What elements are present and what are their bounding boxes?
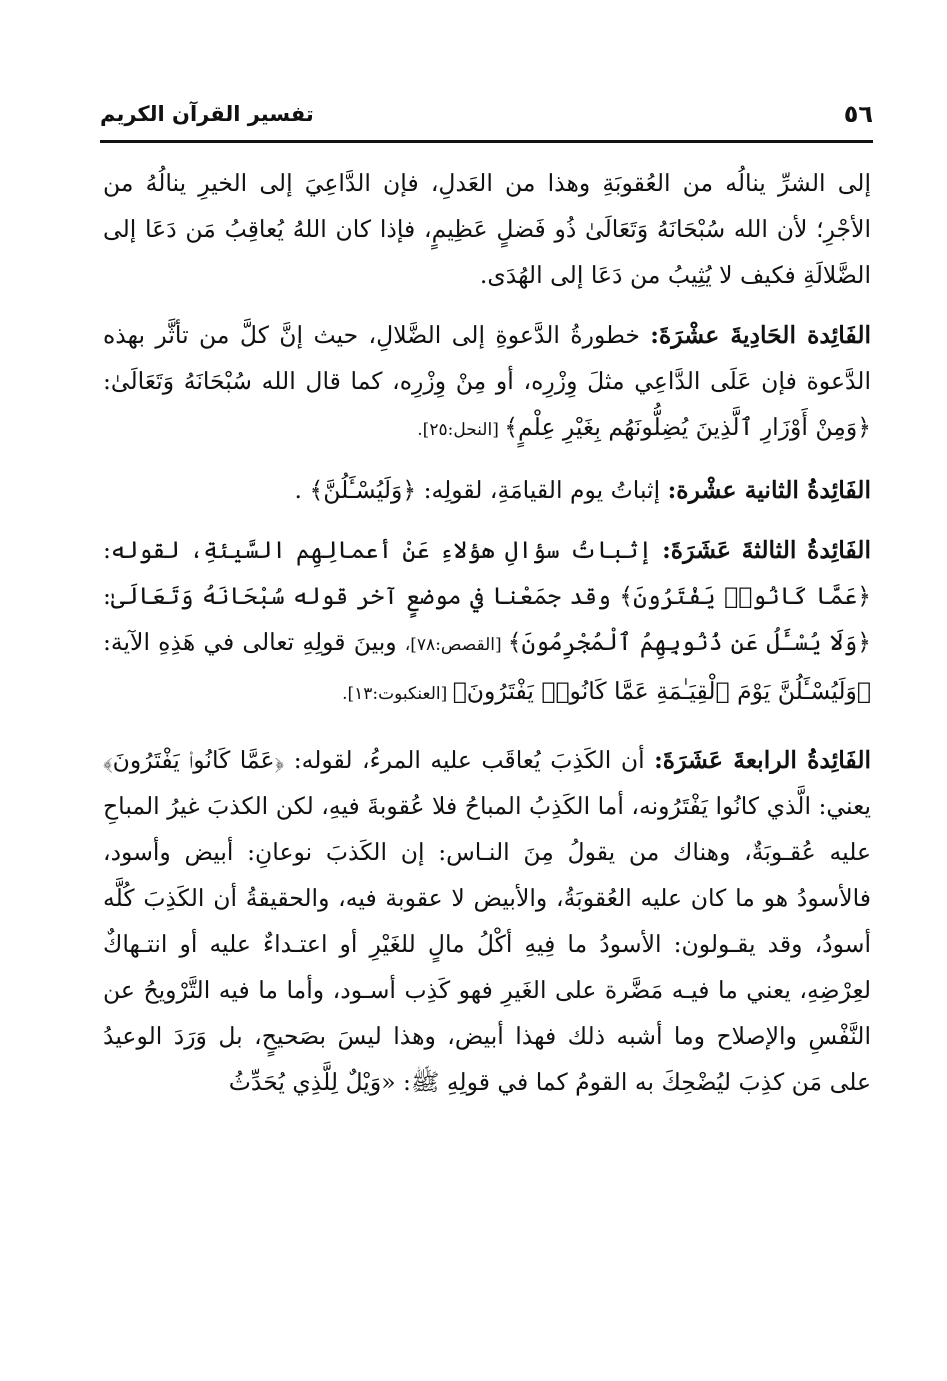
benefit-13-reference-2: [العنكبوت:١٣]. bbox=[342, 684, 453, 704]
benefit-11-reference: [النحل:٢٥]. bbox=[417, 420, 505, 440]
benefit-13-text-1: إثباتُ سؤالِ هؤلاءِ عَنْ أعمالِهِم السَّيئةِ، لقوله: ﴿عَمَّا كَانُوا۟ يَفْتَرُونَ﴾ وقد جمَعْنا في موضعٍ آخر قوله سُبْحَانَهُ وَتَعَالَىٰ: ﴿وَلَا يُسْـَٔلُ عَن ذُنُوبِهِمُ ٱلْمُجْرِمُونَ﴾ bbox=[103, 536, 871, 656]
benefit-12-paragraph bbox=[103, 467, 871, 513]
benefit-13-paragraph bbox=[103, 527, 871, 717]
paragraph-spacer bbox=[103, 298, 871, 312]
header-divider bbox=[100, 140, 873, 143]
page-header bbox=[100, 100, 873, 140]
paragraph-spacer bbox=[103, 453, 871, 467]
benefit-13-reference-1: [القصص:٧٨]، bbox=[404, 635, 508, 655]
benefit-14-text: أن الكَذِبَ يُعاقَب عليه المرءُ، لقوله: ﴿عَمَّا كَانُوا۟ يَفْتَرُونَ﴾ يعني: الَّذي كانُوا يَفْتَرُونه، أما الكَذِبُ المباحُ فلا عُقوبةَ فيهِ، لكن الكذبَ غيرُ المباحِ عليه عُقـوبَةٌ، وهناك من يقولُ مِنَ النـاس: إن الكَذبَ نوعانِ: أبيض وأسود، فالأسودُ هو ما كان عليه العُقوبَةُ، والأبيض لا عقوبة فيه، والحقيقةُ أن الكَذِبَ كُلَّه أسودُ، وقد يقـولون: الأسودُ ما فِيهِ أكْلُ مالٍ للغَيْرِ أو اعتـداءٌ عليه أو انتـهاكٌ لعِرْضِهِ، يعني ما فيـه مَضَّرة على الغَيرِ فهو كَذِب أسـود، وأما ما فيه التَّرْويحُ عن النَّفْسِ والإصلاح وما أشبه ذلك فهذا أبيض، وهذا ليسَ بصَحيحٍ، بل وَرَدَ الوعيدُ على مَن كذِبَ ليُضْحِكَ به القومُ كما في قولِهِ ﷺ: «وَيْلٌ لِلَّذِي يُحَدِّثُ bbox=[103, 746, 871, 1096]
benefit-12-label: الفَائِدةُ الثانية عشْرة: bbox=[667, 476, 871, 504]
benefit-12-text: إثباتُ يوم القيامَةِ، لقولِه: ﴿وَلَيُسْـَٔلُنَّ﴾ . bbox=[294, 476, 668, 504]
benefit-11-text: خطورةُ الدَّعوةِ إلى الضَّلالِ، حيث إنَّ كلَّ من تأثَّر بهذه الدَّعوة فإن عَلَى الدَّاعِي مثلَ وِزْرِه، أو مِنْ وِزْرِه، كما قال الله سُبْحَانَهُ وَتَعَالَىٰ: ﴿وَمِنْ أَوْزَارِ ٱلَّذِينَ يُضِلُّونَهُم بِغَيْرِ عِلْمٍ﴾ bbox=[103, 321, 871, 441]
intro-text: إلى الشرِّ ينالُه من العُقوبَةِ وهذا من العَدلِ، فإن الدَّاعِيَ إلى الخيرِ ينالُهُ من الأجْرِ؛ لأن الله سُبْحَانَهُ وَتَعَالَىٰ ذُو فَضلٍ عَظِيمٍ، فإذا كان اللهُ يُعاقِبُ مَن دَعَا إلى الضَّلالَةِ فكيف لا يُثِيبُ من دَعَا إلى الهُدَى. bbox=[103, 169, 871, 289]
paragraph-spacer bbox=[103, 717, 871, 737]
benefit-14-label: الفَائِدةُ الرابعةَ عَشَرَةَ: bbox=[654, 746, 872, 774]
benefit-13-text-2: وبينَ قولِهِ تعالى في هَذِهِ الآية: ﴿وَلَيُسْـَٔلُنَّ يَوْمَ ٱلْقِيَـٰمَةِ عَمَّا كَانُوا۟ يَفْتَرُونَ﴾ bbox=[103, 628, 871, 705]
benefit-11-paragraph bbox=[103, 312, 871, 453]
benefit-11-label: الفَائِدة الحَادِيةَ عشْرَةَ: bbox=[650, 321, 872, 349]
benefit-14-paragraph bbox=[103, 737, 871, 1105]
book-title: تفسير القرآن الكريم bbox=[100, 102, 314, 126]
benefit-13-label: الفَائِدةُ الثالثةَ عَشَرَةَ: bbox=[662, 536, 871, 564]
page-number: ٥٦ bbox=[843, 100, 873, 128]
page-body bbox=[103, 160, 871, 1105]
intro-paragraph bbox=[103, 160, 871, 298]
paragraph-spacer bbox=[103, 513, 871, 527]
